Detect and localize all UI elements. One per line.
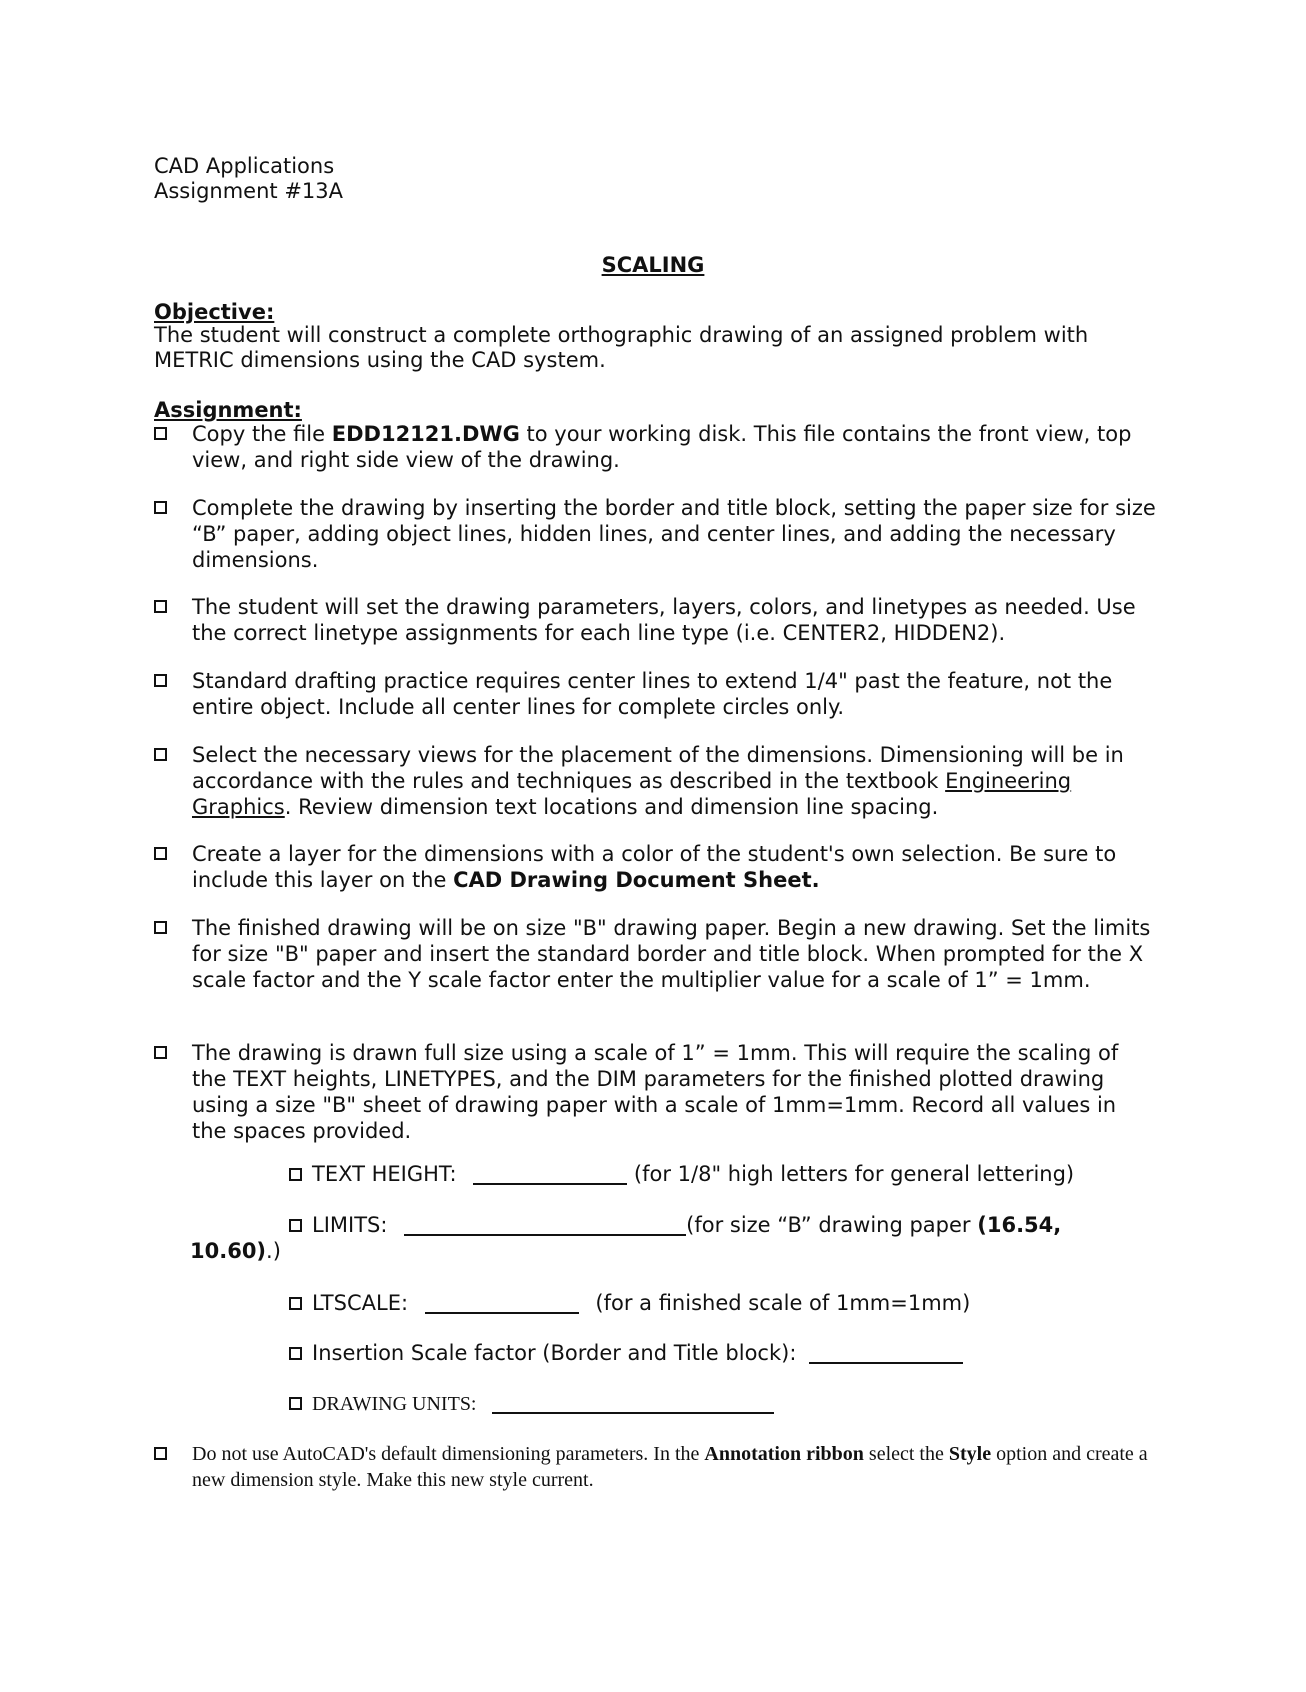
item-text-part: option and create a new dimension style. Make this new style current. bbox=[192, 1443, 1148, 1491]
item-text-part: Copy the file bbox=[192, 422, 332, 446]
list-item bbox=[154, 495, 1156, 573]
item-text-part: Select the necessary views for the placement of the dimensions. Dimensioning will be in accordance with the rules and techniques as described in the textbook bbox=[192, 743, 1124, 793]
checkbox-icon bbox=[289, 1219, 302, 1232]
insertion-scale-label: Insertion Scale factor (Border and Title block): bbox=[312, 1341, 797, 1365]
checkbox-icon bbox=[154, 921, 167, 934]
drawing-units-blank[interactable] bbox=[492, 1392, 774, 1414]
limits-label: LIMITS: bbox=[312, 1213, 388, 1237]
item-text-part: Do not use AutoCAD's default dimensioning parameters. In the bbox=[192, 1443, 705, 1465]
limits-value-2: 10.60) bbox=[190, 1239, 267, 1263]
objective-line-2: METRIC dimensions using the CAD system. bbox=[154, 348, 606, 372]
list-item-text: The drawing is drawn full size using a scale of 1” = 1mm. This will require the scaling of the TEXT heights, LINETYPES, and the DIM parameters for the finished plotted drawing using a size "B" sheet of drawing paper with a scale of 1mm=1mm. Record all values in the spaces provided. bbox=[192, 1041, 1119, 1143]
list-item-text bbox=[192, 742, 1156, 820]
checkbox-icon bbox=[154, 427, 167, 440]
item-text-part: to your working disk. This file contains the front view, top view, and right side view of the drawing. bbox=[192, 422, 1132, 472]
checkbox-icon bbox=[154, 748, 167, 761]
assignment-number: Assignment #13A bbox=[154, 179, 343, 203]
drawing-units-row bbox=[289, 1391, 774, 1417]
checkbox-icon bbox=[154, 1447, 167, 1460]
objective-line-1: The student will construct a complete orthographic drawing of an assigned problem with bbox=[154, 323, 1089, 347]
insertion-scale-blank[interactable] bbox=[809, 1342, 963, 1364]
list-item-text: The finished drawing will be on size "B" drawing paper. Begin a new drawing. Set the limits for size "B" paper and insert the standard border and title block. When prompted for the X scale factor and the Y scale factor enter the multiplier value for a scale of 1” = 1mm. bbox=[192, 916, 1151, 992]
item-text-part: Create a layer for the dimensions with a color of the student's own selection. Be sure to include this layer on the bbox=[192, 842, 1117, 892]
list-item bbox=[154, 668, 1156, 720]
checkbox-icon bbox=[154, 1046, 167, 1059]
list-item bbox=[154, 841, 1156, 893]
file-name: EDD12121.DWG bbox=[331, 422, 520, 446]
list-item-text bbox=[192, 1441, 1156, 1493]
list-item bbox=[154, 1040, 1156, 1144]
ltscale-label: LTSCALE: bbox=[312, 1291, 409, 1315]
list-item-text: Standard drafting practice requires center lines to extend 1/4" past the feature, not the entire object. Include all center lines for complete circles only. bbox=[192, 669, 1113, 719]
checkbox-icon bbox=[154, 847, 167, 860]
ltscale-note: (for a finished scale of 1mm=1mm) bbox=[595, 1291, 971, 1315]
insertion-scale-row bbox=[289, 1340, 963, 1366]
checkbox-icon bbox=[154, 600, 167, 613]
objective-label: Objective: bbox=[154, 300, 275, 324]
limits-value-1: (16.54, bbox=[977, 1213, 1062, 1237]
checkbox-icon bbox=[154, 674, 167, 687]
text-height-blank[interactable] bbox=[473, 1163, 627, 1185]
course-name: CAD Applications bbox=[154, 154, 335, 178]
checkbox-icon bbox=[289, 1347, 302, 1360]
checkbox-icon bbox=[289, 1168, 302, 1181]
list-item-text bbox=[192, 841, 1156, 893]
limits-blank[interactable] bbox=[404, 1214, 686, 1236]
item-text-part: . Review dimension text locations and dimension line spacing. bbox=[284, 795, 939, 819]
page-title bbox=[0, 253, 1306, 277]
limits-row-continued bbox=[190, 1238, 281, 1264]
checkbox-icon bbox=[154, 501, 167, 514]
document-sheet-name: CAD Drawing Document Sheet. bbox=[453, 868, 820, 892]
list-item bbox=[154, 421, 1156, 473]
style-option: Style bbox=[948, 1443, 992, 1465]
list-item-text: Complete the drawing by inserting the border and title block, setting the paper size for size “B” paper, adding object lines, hidden lines, and center lines, and adding the necessary dimensions. bbox=[192, 496, 1156, 572]
drawing-units-label: DRAWING UNITS: bbox=[312, 1393, 477, 1415]
limits-note: (for size “B” drawing paper bbox=[686, 1213, 978, 1237]
text-height-note: (for 1/8" high letters for general lettering) bbox=[633, 1162, 1075, 1186]
list-item-text: The student will set the drawing parameters, layers, colors, and linetypes as needed. Use the correct linetype assignments for each line type (i.e. CENTER2, HIDDEN2). bbox=[192, 595, 1136, 645]
textbook-title: Engineering Graphics bbox=[192, 769, 1072, 819]
list-item bbox=[154, 594, 1156, 646]
title-text: SCALING bbox=[601, 253, 705, 277]
objective-text bbox=[154, 323, 1154, 373]
checkbox-icon bbox=[289, 1397, 302, 1410]
list-item bbox=[154, 1441, 1156, 1493]
list-item bbox=[154, 915, 1156, 993]
text-height-row bbox=[289, 1161, 1074, 1187]
text-height-label: TEXT HEIGHT: bbox=[312, 1162, 457, 1186]
ltscale-blank[interactable] bbox=[425, 1292, 579, 1314]
limits-note-end: .) bbox=[266, 1239, 281, 1263]
checkbox-icon bbox=[289, 1297, 302, 1310]
document-header bbox=[154, 154, 343, 204]
item-text-part: select the bbox=[863, 1443, 949, 1465]
assignment-label: Assignment: bbox=[154, 398, 302, 422]
list-item-text bbox=[192, 421, 1156, 473]
limits-row bbox=[289, 1212, 1061, 1238]
ribbon-name: Annotation ribbon bbox=[704, 1443, 864, 1465]
list-item bbox=[154, 742, 1156, 820]
ltscale-row bbox=[289, 1290, 970, 1316]
